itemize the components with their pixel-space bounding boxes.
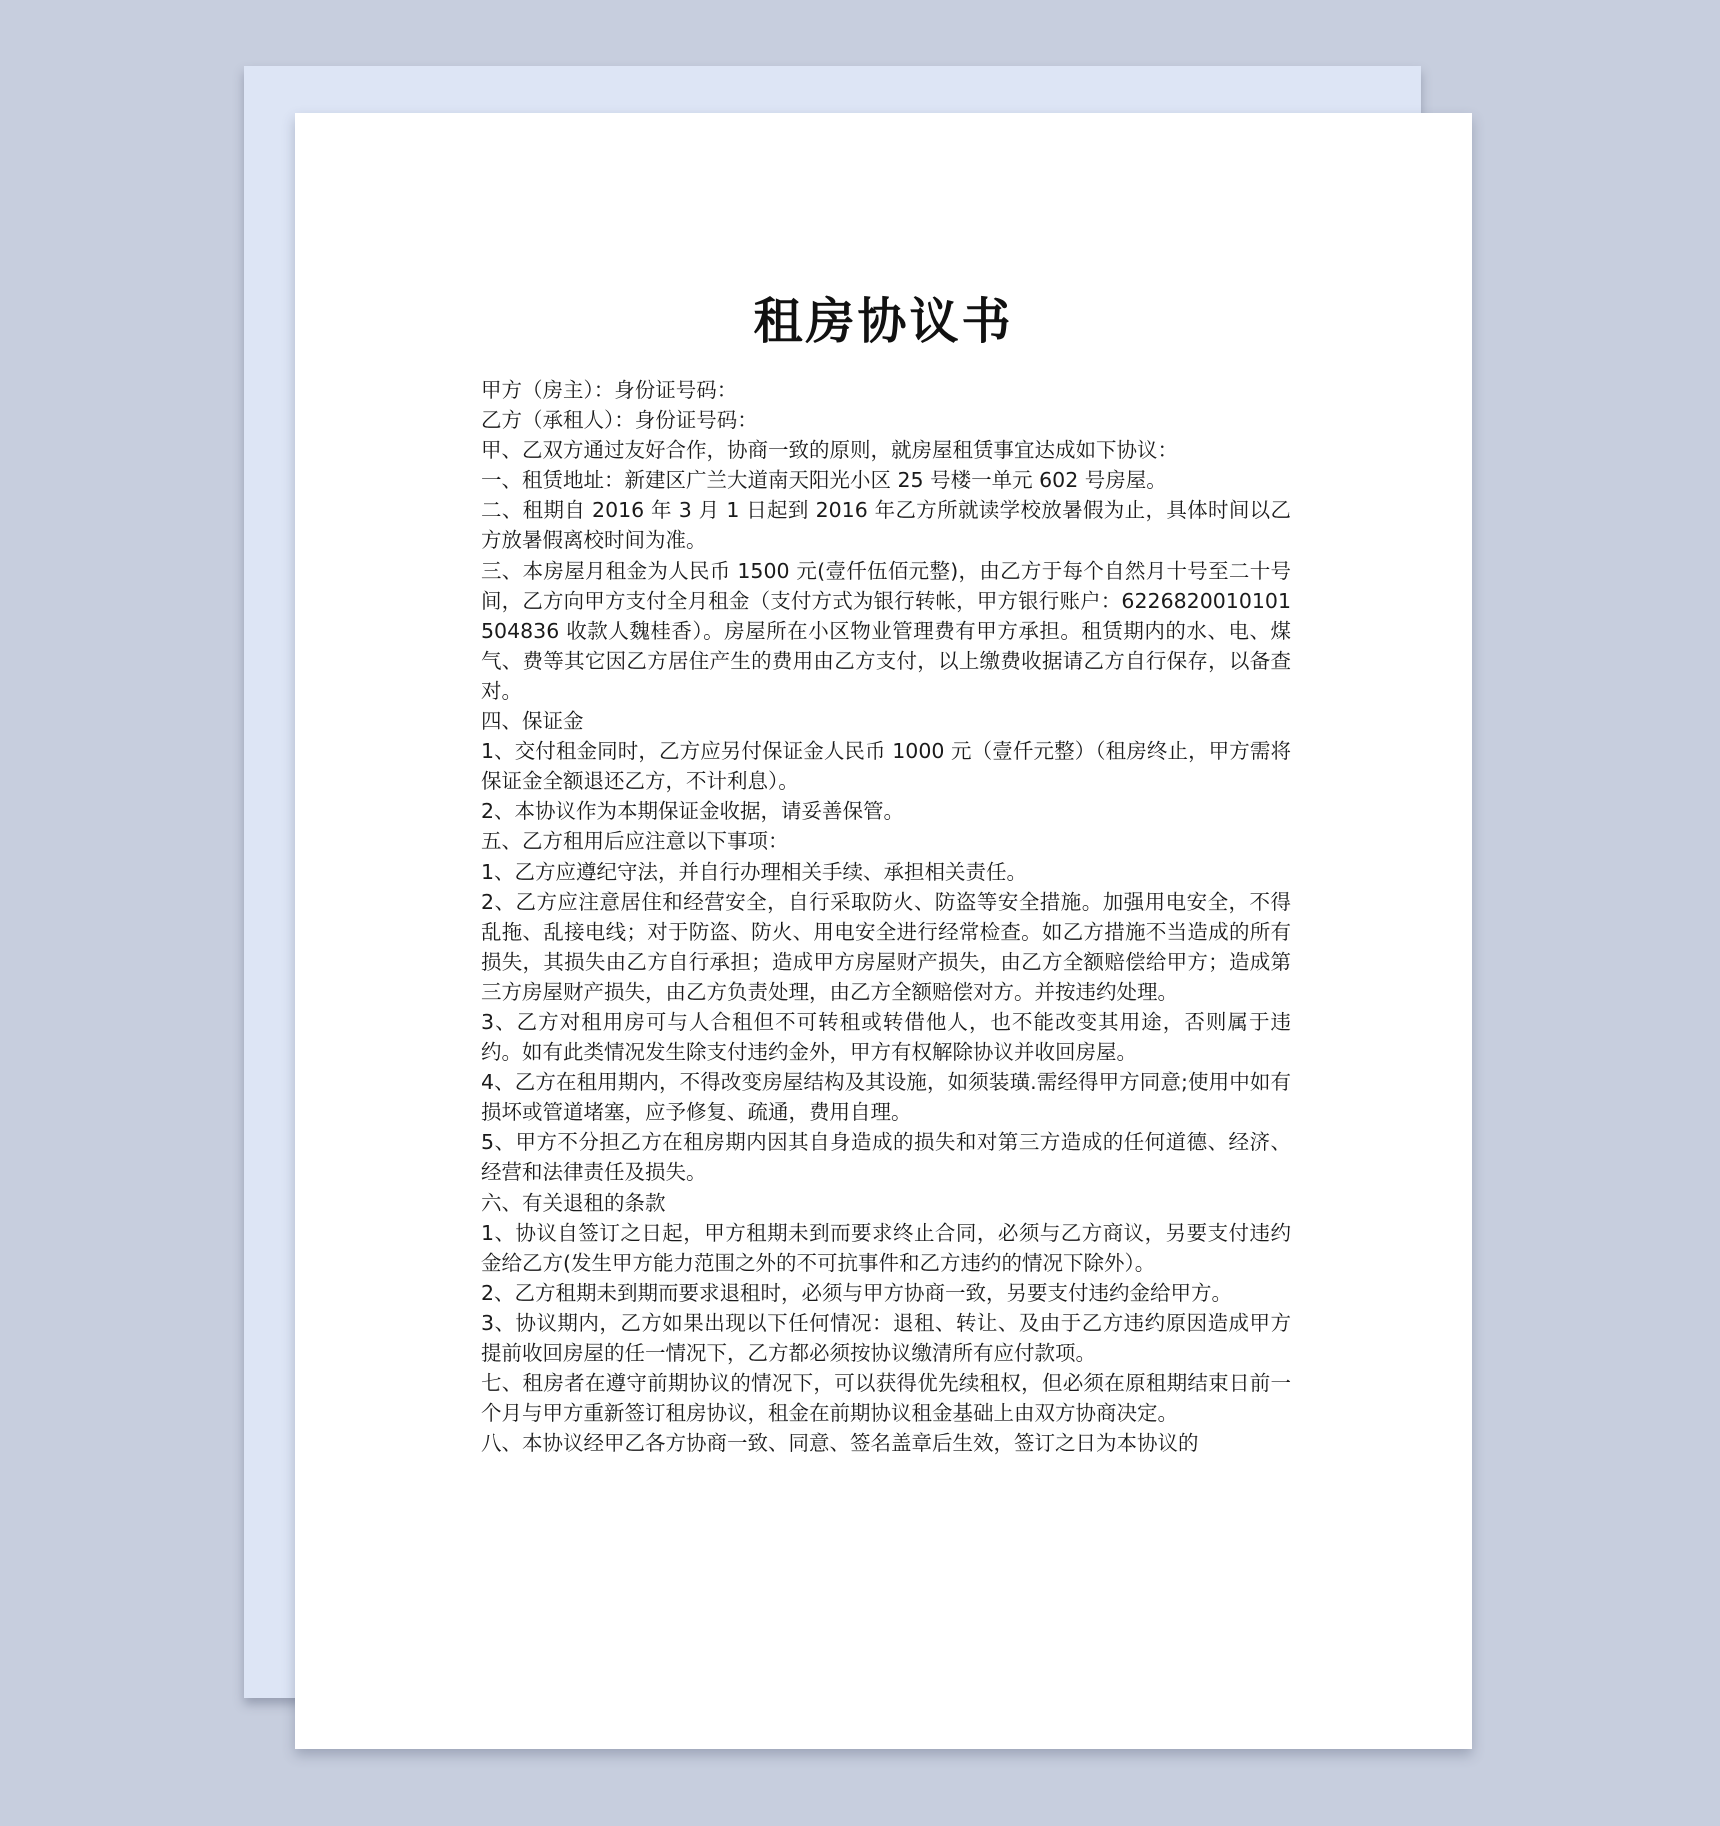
clause-5-item-2: 2、乙方应注意居住和经营安全，自行采取防火、防盗等安全措施。加强用电安全，不得乱拖、乱接电线；对于防盗、防火、用电安全进行经常检查。如乙方措施不当造成的所有损失，其损失由乙方自行承担；造成甲方房屋财产损失，由乙方全额赔偿给甲方；造成第三方房屋财产损失，由乙方负责处理，由乙方全额赔偿对方。并按违约处理。 [481, 889, 1291, 1004]
clause-6-item-1: 1、协议自签订之日起，甲方租期未到而要求终止合同，必须与乙方商议，另要支付违约金给乙方(发生甲方能力范围之外的不可抗事件和乙方违约的情况下除外）。 [481, 1220, 1291, 1275]
clause-5-item-5: 5、甲方不分担乙方在租房期内因其自身造成的损失和对第三方造成的任何道德、经济、经营和法律责任及损失。 [481, 1130, 1291, 1185]
party-a-line: 甲方（房主）：身份证号码： [481, 378, 738, 402]
intro-paragraph: 甲、乙双方通过友好合作，协商一致的原则，就房屋租赁事宜达成如下协议： [481, 438, 1178, 463]
clause-4-item-1: 1、交付租金同时，乙方应另付保证金人民币 1000 元（壹仟元整）（租房终止，甲方需将保证金全额退还乙方，不计利息）。 [481, 739, 1291, 794]
clause-6-item-3: 3、协议期内，乙方如果出现以下任何情况：退租、转让、及由于乙方违约原因造成甲方提前收回房屋的任一情况下，乙方都必须按协议缴清所有应付款项。 [481, 1310, 1291, 1365]
clause-1-address: 一、租赁地址：新建区广兰大道南天阳光小区 25 号楼一单元 602 号房屋。 [481, 468, 1167, 493]
clause-2-term: 二、租期自 2016 年 3 月 1 日起到 2016 年乙方所就读学校放暑假为止，具体时间以乙方放暑假离校时间为准。 [481, 498, 1291, 553]
clause-8-effect: 八、本协议经甲乙各方协商一致、同意、签名盖章后生效，签订之日为本协议的 [481, 1431, 1199, 1456]
clause-5-item-3: 3、乙方对租用房可与人合租但不可转租或转借他人，也不能改变其用途，否则属于违约。如有此类情况发生除支付违约金外，甲方有权解除协议并收回房屋。 [481, 1009, 1291, 1065]
party-b-line: 乙方（承租人）：身份证号码： [481, 408, 758, 433]
clause-5-item-1: 1、乙方应遵纪守法，并自行办理相关手续、承担相关责任。 [481, 859, 1028, 884]
clause-4-item-2: 2、本协议作为本期保证金收据，请妥善保管。 [481, 799, 905, 824]
clause-6-heading: 六、有关退租的条款 [481, 1190, 666, 1215]
document-title: 租房协议书 [753, 293, 1014, 350]
clause-4-heading: 四、保证金 [481, 709, 584, 734]
document-page [295, 113, 1472, 1749]
clause-5-item-4: 4、乙方在租用期内，不得改变房屋结构及其设施，如须装璜.需经得甲方同意;使用中如有损坏或管道堵塞，应予修复、疏通，费用自理。 [481, 1070, 1291, 1125]
document-body [481, 375, 1291, 1458]
clause-3-rent: 三、本房屋月租金为人民币 1500 元(壹仟伍佰元整)，由乙方于每个自然月十号至二十号间，乙方向甲方支付全月租金（支付方式为银行转帐，甲方银行账户：6226820010101504836 收款人魏桂香）。房屋所在小区物业管理费有甲方承担。租赁期内的水、电、煤气、费等其它因乙方居住产生的费用由乙方支付，以上缴费收据请乙方自行保存，以备查对。 [481, 558, 1291, 703]
clause-7-renewal: 七、租房者在遵守前期协议的情况下，可以获得优先续租权，但必须在原租期结束日前一个月与甲方重新签订租房协议，租金在前期协议租金基础上由双方协商决定。 [481, 1371, 1291, 1426]
clause-5-heading: 五、乙方租用后应注意以下事项： [481, 829, 789, 854]
clause-6-item-2: 2、乙方租期未到期而要求退租时，必须与甲方协商一致，另要支付违约金给甲方。 [481, 1280, 1233, 1305]
